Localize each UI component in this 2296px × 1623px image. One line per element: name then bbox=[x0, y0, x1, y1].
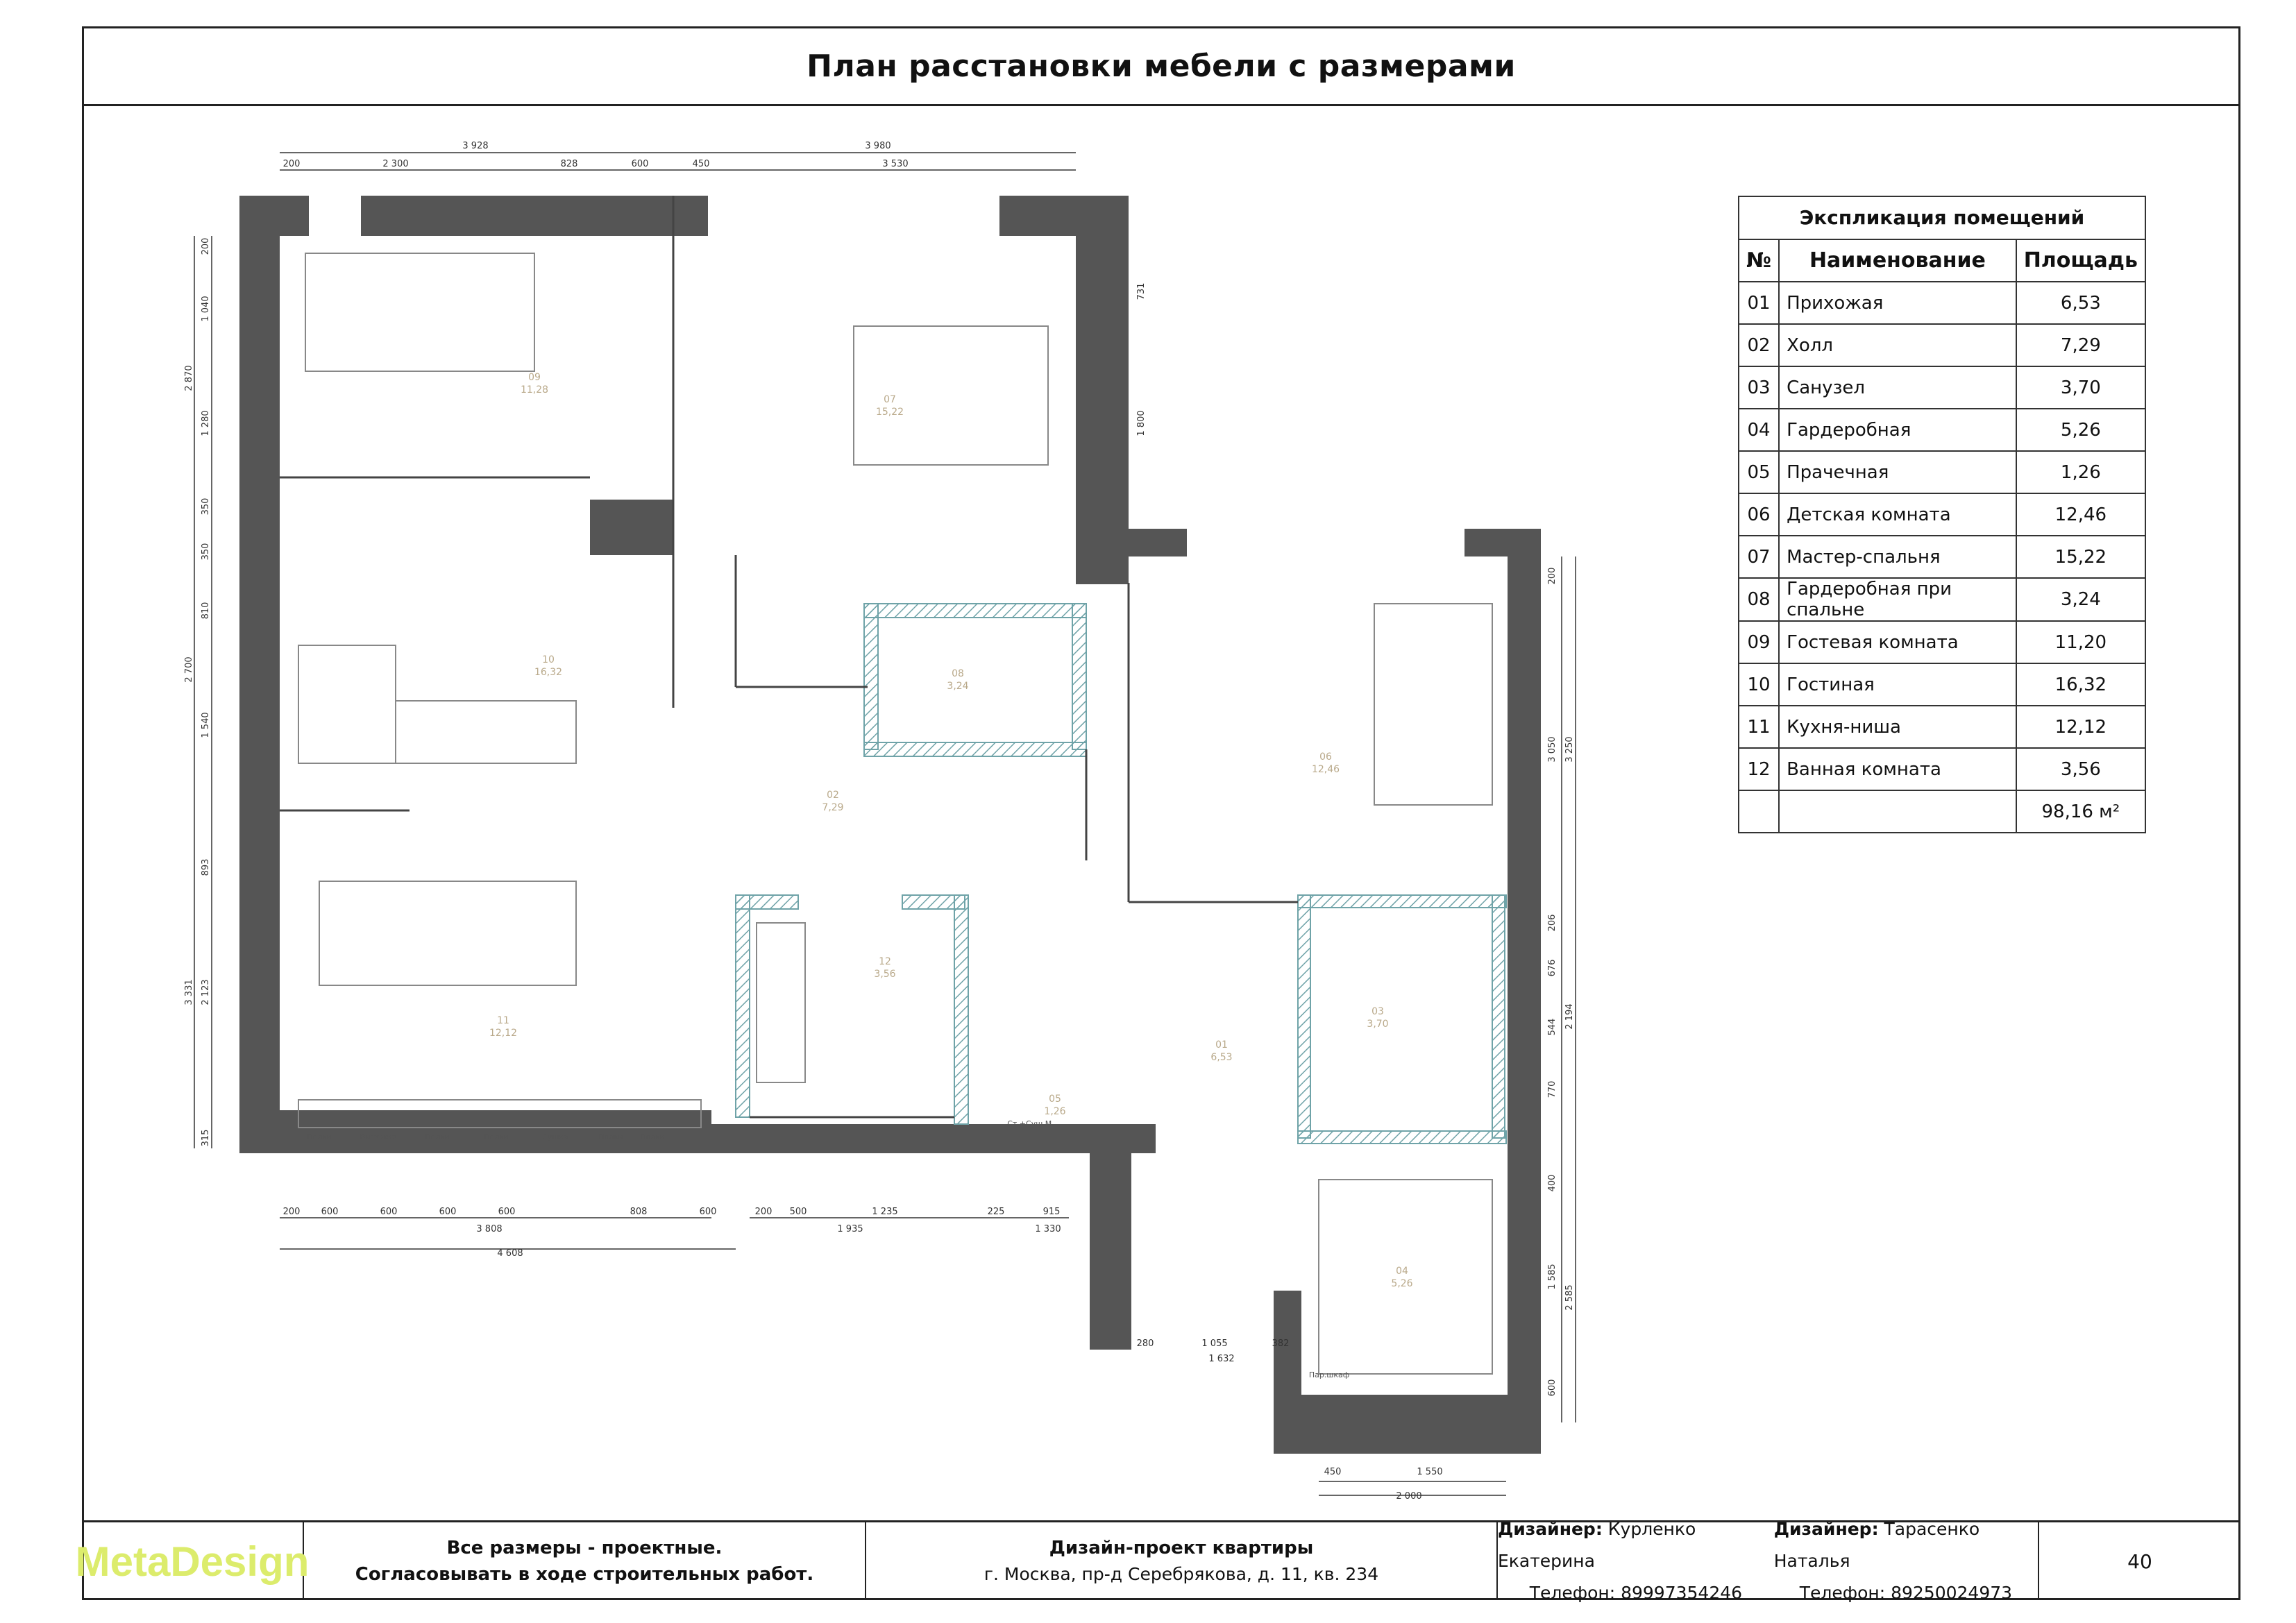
dim-bottom-15: 1 330 bbox=[1035, 1224, 1061, 1234]
note-line-2: Согласовывать в ходе строительных работ. bbox=[355, 1564, 814, 1585]
dim-right-10: 770 bbox=[1547, 1080, 1558, 1098]
designers-cell bbox=[1498, 1519, 2039, 1603]
note-cell bbox=[304, 1522, 866, 1600]
dim-right-9: 544 bbox=[1547, 1018, 1558, 1036]
legend-area: 1,26 bbox=[2016, 451, 2145, 493]
room-label-02: 02 bbox=[827, 790, 839, 801]
legend-name: Санузел bbox=[1779, 366, 2016, 409]
dim-bottom-11: 225 bbox=[987, 1207, 1005, 1217]
dim-lower-7: 382 bbox=[1272, 1339, 1290, 1349]
room-area-05: 1,26 bbox=[1044, 1106, 1066, 1117]
legend-area: 15,22 bbox=[2016, 536, 2145, 578]
project-address: г. Москва, пр-д Серебрякова, д. 11, кв. 234 bbox=[984, 1564, 1379, 1584]
logo-cell bbox=[75, 1522, 310, 1600]
legend-num: 06 bbox=[1739, 493, 1779, 536]
dim-right-13: 2 585 bbox=[1564, 1284, 1575, 1311]
laundry-label: Ст.+Суш.М. bbox=[1007, 1119, 1054, 1128]
dim-right-5: 3 250 bbox=[1564, 736, 1575, 763]
legend-num: 08 bbox=[1739, 578, 1779, 621]
legend-area: 6,53 bbox=[2016, 282, 2145, 324]
dim-right-8: 2 194 bbox=[1564, 1003, 1575, 1030]
legend-row bbox=[1739, 493, 2145, 536]
legend-area: 5,26 bbox=[2016, 409, 2145, 451]
kitchen-label-1: Полки bbox=[307, 1132, 332, 1141]
page-number: 40 bbox=[2127, 1549, 2152, 1573]
legend-name: Холл bbox=[1779, 324, 2016, 366]
designer-1-phone: Телефон: 89997354246 bbox=[1529, 1583, 1743, 1603]
guest-bed bbox=[305, 253, 534, 371]
closet-label: Пар.шкаф bbox=[1308, 1370, 1350, 1379]
dim-left-10: 893 bbox=[201, 858, 211, 876]
title-block bbox=[75, 1519, 2240, 1603]
room-area-07: 15,22 bbox=[875, 407, 904, 418]
legend-name: Прачечная bbox=[1779, 451, 2016, 493]
dim-left-6: 350 bbox=[201, 543, 211, 561]
room-label-01: 01 bbox=[1215, 1039, 1228, 1051]
dining-table bbox=[319, 881, 576, 985]
kitchen-label-6: Полки bbox=[598, 1132, 623, 1141]
dim-left-9: 1 540 bbox=[201, 712, 211, 738]
legend-area: 16,32 bbox=[2016, 663, 2145, 706]
dim-bottom-14: 1 935 bbox=[837, 1224, 863, 1234]
legend-num: 05 bbox=[1739, 451, 1779, 493]
room-area-03: 3,70 bbox=[1367, 1019, 1389, 1030]
designer-1-name: Курленко Екатерина bbox=[1498, 1519, 1696, 1571]
note-line-1: Все размеры - проектные. bbox=[446, 1538, 723, 1558]
room-label-03: 03 bbox=[1371, 1006, 1384, 1017]
interior-partitions bbox=[736, 604, 1506, 1144]
dim-right-6: 206 bbox=[1547, 914, 1558, 932]
dim-lower-5: 1 055 bbox=[1201, 1339, 1228, 1349]
room-area-10: 16,32 bbox=[534, 667, 563, 678]
dim-right-1: 731 bbox=[1136, 282, 1147, 300]
legend-name: Мастер-спальня bbox=[1779, 536, 2016, 578]
legend-caption: Экспликация помещений bbox=[1738, 196, 2146, 239]
dim-bottom-8: 200 bbox=[754, 1207, 773, 1217]
legend-num: 04 bbox=[1739, 409, 1779, 451]
legend-row bbox=[1739, 578, 2145, 621]
furniture bbox=[298, 253, 1492, 1374]
bathtub bbox=[757, 923, 805, 1082]
legend-total: 98,16 м² bbox=[2016, 790, 2145, 833]
legend-num: 11 bbox=[1739, 706, 1779, 748]
kitchen-label-3: Полки bbox=[425, 1132, 450, 1141]
designer-2 bbox=[1774, 1513, 2038, 1609]
legend-row bbox=[1739, 621, 2145, 663]
legend-total-row bbox=[1739, 790, 2145, 833]
master-bed bbox=[854, 326, 1048, 465]
dim-left-8: 2 700 bbox=[184, 656, 194, 683]
legend-area: 12,46 bbox=[2016, 493, 2145, 536]
legend-name: Прихожая bbox=[1779, 282, 2016, 324]
dim-lower-4: 280 bbox=[1136, 1339, 1154, 1349]
dim-top-5: 828 bbox=[560, 159, 578, 169]
wardrobe-area bbox=[1319, 1180, 1492, 1374]
dim-bottom-9: 500 bbox=[789, 1207, 807, 1217]
legend-num: 03 bbox=[1739, 366, 1779, 409]
project-title: Дизайн-проект квартиры bbox=[1049, 1538, 1314, 1558]
dim-right-12: 1 585 bbox=[1547, 1264, 1558, 1290]
room-label-04: 04 bbox=[1396, 1266, 1408, 1277]
legend-row bbox=[1739, 536, 2145, 578]
dim-left-4: 1 280 bbox=[201, 410, 211, 436]
room-area-09: 11,28 bbox=[520, 384, 549, 396]
legend-name: Гостиная bbox=[1779, 663, 2016, 706]
legend-row bbox=[1739, 706, 2145, 748]
legend-row bbox=[1739, 451, 2145, 493]
legend-header-num: № bbox=[1739, 239, 1779, 282]
room-label-11: 11 bbox=[497, 1015, 509, 1026]
legend-name: Детская комната bbox=[1779, 493, 2016, 536]
dim-bottom-7: 600 bbox=[699, 1207, 717, 1217]
dim-bottom-2: 600 bbox=[321, 1207, 339, 1217]
exterior-walls bbox=[239, 196, 1541, 1454]
dim-left-2: 1 040 bbox=[201, 296, 211, 322]
dim-top-1: 3 928 bbox=[462, 141, 489, 151]
project-cell bbox=[866, 1522, 1498, 1600]
dim-top-4: 2 300 bbox=[382, 159, 409, 169]
dim-left-7: 810 bbox=[201, 602, 211, 620]
room-area-11: 12,12 bbox=[489, 1028, 518, 1039]
legend-num: 01 bbox=[1739, 282, 1779, 324]
dim-lower-1: 450 bbox=[1324, 1467, 1342, 1477]
designer-1-label: Дизайнер: bbox=[1498, 1519, 1603, 1539]
dim-bottom-13: 3 808 bbox=[476, 1224, 503, 1234]
dim-left-5: 350 bbox=[201, 498, 211, 516]
sofa bbox=[396, 701, 576, 763]
dim-left-13: 315 bbox=[201, 1129, 211, 1147]
dim-top-3: 200 bbox=[282, 159, 301, 169]
room-area-06: 12,46 bbox=[1311, 764, 1340, 775]
dim-top-6: 600 bbox=[631, 159, 649, 169]
dim-left-1: 200 bbox=[201, 237, 211, 255]
room-schedule-table bbox=[1738, 196, 2146, 833]
kitchen-label-7: Полки bbox=[640, 1132, 665, 1141]
company-logo: MetaDesign bbox=[75, 1538, 310, 1585]
legend-area: 11,20 bbox=[2016, 621, 2145, 663]
legend-name: Кухня-ниша bbox=[1779, 706, 2016, 748]
interior-lines bbox=[280, 196, 1298, 1117]
kitchen-label-5: Сушка bbox=[542, 1132, 568, 1141]
dim-lower-6: 1 632 bbox=[1208, 1354, 1235, 1364]
kitchen-label-2: Вытяжка bbox=[360, 1132, 397, 1141]
legend-row bbox=[1739, 748, 2145, 790]
legend-header-area: Площадь bbox=[2016, 239, 2145, 282]
designer-2-phone: Телефон: 89250024973 bbox=[1799, 1583, 2013, 1603]
legend-num: 09 bbox=[1739, 621, 1779, 663]
legend-area: 3,56 bbox=[2016, 748, 2145, 790]
room-label-05: 05 bbox=[1049, 1094, 1061, 1105]
dim-top-2: 3 980 bbox=[865, 141, 891, 151]
dim-lower-3: 2 000 bbox=[1396, 1491, 1422, 1502]
room-area-02: 7,29 bbox=[822, 802, 844, 813]
legend-name: Ванная комната bbox=[1779, 748, 2016, 790]
page-title: План расстановки мебели с размерами bbox=[807, 49, 1516, 84]
legend-row bbox=[1739, 282, 2145, 324]
legend-row bbox=[1739, 366, 2145, 409]
dim-lower-2: 1 550 bbox=[1417, 1467, 1443, 1477]
legend-row bbox=[1739, 409, 2145, 451]
legend-header-name: Наименование bbox=[1779, 239, 2016, 282]
dim-bottom-1: 200 bbox=[282, 1207, 301, 1217]
kitchen-label-4: Полки bbox=[484, 1132, 509, 1141]
dim-bottom-5: 600 bbox=[498, 1207, 516, 1217]
legend-num: 12 bbox=[1739, 748, 1779, 790]
room-label-09: 09 bbox=[528, 372, 541, 383]
designer-1 bbox=[1498, 1513, 1774, 1609]
dim-top-7: 450 bbox=[692, 159, 710, 169]
legend-area: 12,12 bbox=[2016, 706, 2145, 748]
dim-bottom-4: 600 bbox=[439, 1207, 457, 1217]
dim-bottom-3: 600 bbox=[380, 1207, 398, 1217]
kids-bed bbox=[1374, 604, 1492, 805]
armchair bbox=[298, 645, 396, 763]
dim-bottom-16: 4 608 bbox=[497, 1248, 523, 1259]
dim-top-8: 3 530 bbox=[882, 159, 909, 169]
room-label-12: 12 bbox=[879, 956, 891, 967]
dim-bottom-6: 808 bbox=[630, 1207, 648, 1217]
legend-row bbox=[1739, 663, 2145, 706]
legend-name: Гардеробная bbox=[1779, 409, 2016, 451]
dim-bottom-10: 1 235 bbox=[872, 1207, 898, 1217]
legend-area: 3,70 bbox=[2016, 366, 2145, 409]
room-area-04: 5,26 bbox=[1391, 1278, 1413, 1289]
dim-right-3: 200 bbox=[1547, 567, 1558, 585]
dim-bottom-12: 915 bbox=[1043, 1207, 1061, 1217]
room-area-12: 3,56 bbox=[874, 969, 896, 980]
left-dimension-labels bbox=[184, 238, 211, 1147]
legend-area: 3,24 bbox=[2016, 578, 2145, 621]
legend-header-row bbox=[1739, 239, 2145, 282]
legend-num: 07 bbox=[1739, 536, 1779, 578]
dimension-lines bbox=[194, 153, 1576, 1495]
designer-2-label: Дизайнер: bbox=[1773, 1519, 1879, 1539]
legend-row bbox=[1739, 324, 2145, 366]
room-label-10: 10 bbox=[542, 654, 555, 665]
dim-left-12: 2 123 bbox=[201, 979, 211, 1005]
dim-right-7: 676 bbox=[1547, 959, 1558, 977]
room-area-01: 6,53 bbox=[1210, 1052, 1233, 1063]
legend-area: 7,29 bbox=[2016, 324, 2145, 366]
dim-right-14: 600 bbox=[1547, 1379, 1558, 1397]
room-area-08: 3,24 bbox=[947, 681, 969, 692]
page-number-cell bbox=[2039, 1522, 2240, 1600]
dim-left-3: 2 870 bbox=[184, 365, 194, 391]
designer-2-name: Тарасенко Наталья bbox=[1773, 1519, 1980, 1571]
legend-num: 10 bbox=[1739, 663, 1779, 706]
legend-name: Гостевая комната bbox=[1779, 621, 2016, 663]
legend-num: 02 bbox=[1739, 324, 1779, 366]
dim-right-4: 3 050 bbox=[1547, 736, 1558, 763]
dim-left-11: 3 331 bbox=[184, 979, 194, 1005]
room-label-07: 07 bbox=[884, 394, 896, 405]
dimension-labels bbox=[283, 141, 1443, 1502]
dim-right-11: 400 bbox=[1547, 1174, 1558, 1192]
room-label-06: 06 bbox=[1319, 751, 1332, 763]
dim-right-2: 1 800 bbox=[1136, 410, 1147, 436]
legend-name: Гардеробная при спальне bbox=[1779, 578, 2016, 621]
room-label-08: 08 bbox=[952, 668, 964, 679]
